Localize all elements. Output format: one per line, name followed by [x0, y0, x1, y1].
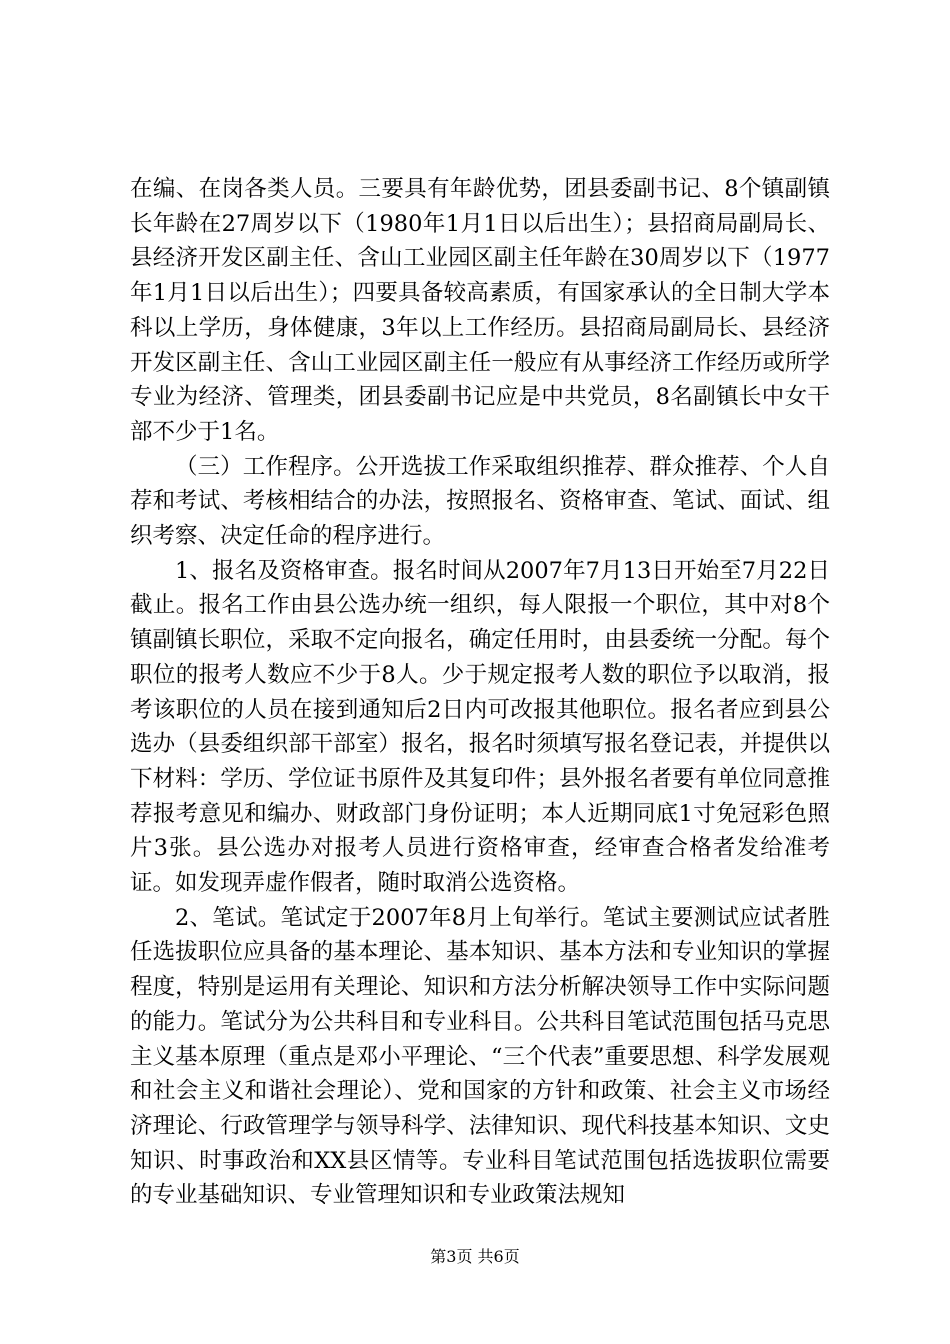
paragraph-registration: 1、报名及资格审查。报名时间从2007年7月13日开始至7月22日截止。报名工作由县公选办统一组织，每人限报一个职位，其中对8个镇副镇长职位，采取不定向报名，确定任用时，由县委统一分配。每个职位的报考人数应不少于8人。少于规定报考人数的职位予以取消，报考该职位的人员在接到通知后2日内可改报其他职位。报名者应到县公选办（县委组织部干部室）报名，报名时须填写报名登记表，并提供以下材料：学历、学位证书原件及其复印件；县外报名者要有单位同意推荐报考意见和编办、财政部门身份证明；本人近期同底1寸免冠彩色照片3张。县公选办对报考人员进行资格审查，经审查合格者发给准考证。如发现弄虚作假者，随时取消公选资格。: [130, 557, 830, 897]
paragraph-work-procedure: （三）工作程序。公开选拔工作采取组织推荐、群众推荐、个人自荐和考试、考核相结合的办法，按照报名、资格审查、笔试、面试、组织考察、决定任命的程序进行。: [130, 453, 830, 550]
page-footer: 第3页 共6页: [430, 1247, 520, 1266]
paragraph-written-exam: 2、笔试。笔试定于2007年8月上旬举行。笔试主要测试应试者胜任选拔职位应具备的基本理论、基本知识、基本方法和专业知识的掌握程度，特别是运用有关理论、知识和方法分析解决领导工作中实际问题的能力。笔试分为公共科目和专业科目。公共科目笔试范围包括马克思主义基本原理（重点是邓小平理论、“三个代表”重要思想、科学发展观和社会主义和谐社会理论）、党和国家的方针和政策、社会主义市场经济理论、行政管理学与领导科学、法律知识、现代科技基本知识、文史知识、时事政治和XX县区情等。专业科目笔试范围包括选拔职位需要的专业基础知识、专业管理知识和专业政策法规知: [130, 904, 830, 1209]
document-body: [130, 172, 830, 1213]
paragraph-eligibility: 在编、在岗各类人员。三要具有年龄优势，团县委副书记、8个镇副镇长年龄在27周岁以下（1980年1月1日以后出生）；县招商局副局长、县经济开发区副主任、含山工业园区副主任年龄在30周岁以下（1977年1月1日以后出生）；四要具备较高素质，有国家承认的全日制大学本科以上学历，身体健康，3年以上工作经历。县招商局副局长、县经济开发区副主任、含山工业园区副主任一般应有从事经济工作经历或所学专业为经济、管理类，团县委副书记应是中共党员，8名副镇长中女干部不少于1名。: [130, 176, 830, 445]
